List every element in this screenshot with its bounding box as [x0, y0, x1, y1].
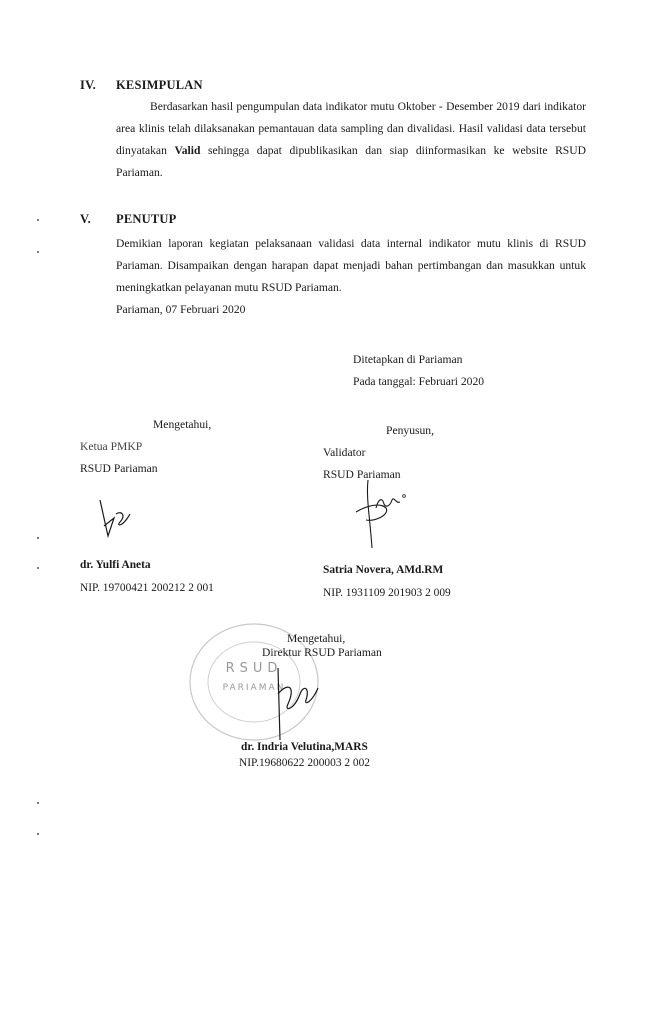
- left-signatory-name: dr. Yulfi Aneta: [80, 559, 151, 571]
- conclusion-text-2: sehingga dapat dipublikasikan dan siap diinformasikan ke website RSUD Pariaman.: [116, 144, 587, 179]
- director-role: Direktur RSUD Pariaman: [262, 646, 382, 659]
- conclusion-text-1: Berdasarkan hasil pengumpulan data indikator mutu Oktober - Desember 2019 dari indikator area klinis telah dilaksanakan pemantauan data sampling dan divalidasi. Hasil validasi data tersebut dinyatakan: [116, 100, 586, 157]
- valid-keyword: Valid: [174, 144, 201, 157]
- director-name: dr. Indria Velutina,MARS: [241, 741, 368, 753]
- left-signatory-header: Mengetahui,: [153, 418, 212, 431]
- director-nip: NIP.19680622 200003 2 002: [239, 757, 370, 769]
- margin-dot: [37, 833, 39, 835]
- right-signatory-name: Satria Novera, AMd.RM: [323, 564, 444, 576]
- margin-dot: [37, 537, 39, 539]
- right-signatory-org: RSUD Pariaman: [323, 468, 401, 481]
- left-signatory-org: RSUD Pariaman: [80, 462, 158, 475]
- left-signatory-role: Ketua PMKP: [80, 440, 143, 453]
- margin-dot: [37, 802, 39, 804]
- stamp-text-rsud: RSUD: [225, 661, 283, 676]
- section-v-paragraph: [116, 233, 586, 321]
- section-v-title: PENUTUP: [116, 212, 177, 226]
- determination-date: Pada tanggal: Februari 2020: [353, 375, 485, 388]
- margin-dot: [37, 251, 39, 253]
- margin-dot: [37, 219, 39, 221]
- section-iv-title: KESIMPULAN: [116, 78, 203, 92]
- left-signature-icon: [86, 496, 146, 542]
- right-signature-icon: [346, 478, 416, 552]
- determination-place: Ditetapkan di Pariaman: [353, 353, 463, 366]
- director-signature-icon: [248, 664, 328, 744]
- place-date: Pariaman, 07 Februari 2020: [116, 303, 246, 316]
- right-signatory-nip: NIP. 1931109 201903 2 009: [323, 587, 451, 599]
- left-signatory-nip: NIP. 19700421 200212 2 001: [80, 582, 214, 594]
- section-v-number: V.: [80, 212, 91, 226]
- section-iv-number: IV.: [80, 78, 97, 92]
- director-header: Mengetahui,: [287, 632, 346, 645]
- right-signatory-header: Penyusun,: [386, 424, 434, 437]
- closing-paragraph: Demikian laporan kegiatan pelaksanaan validasi data internal indikator mutu klinis di RSUD Pariaman. Disampaikan dengan harapan dapat menjadi bahan pertimbangan dan masukkan untuk meningkatkan pelayanan mutu RSUD Pariaman.: [116, 237, 586, 294]
- section-iv-paragraph: [116, 96, 586, 184]
- margin-dot: [37, 567, 39, 569]
- right-signatory-role: Validator: [323, 446, 366, 459]
- stamp-text-pariaman: PARIAMAN: [222, 683, 286, 693]
